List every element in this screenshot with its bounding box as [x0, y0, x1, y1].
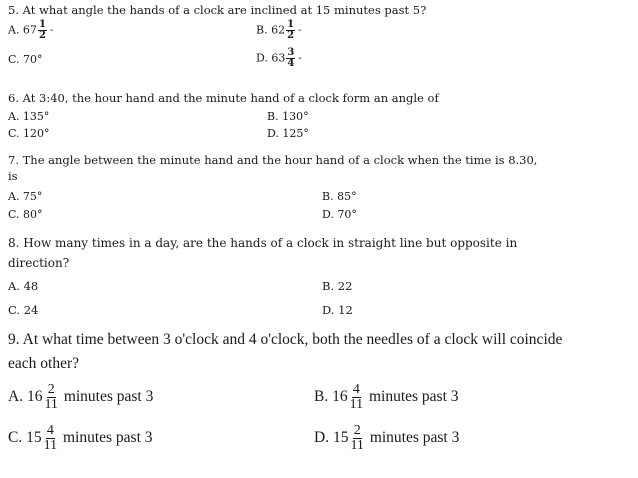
- q5-option-b: [256, 20, 301, 41]
- fraction-numerator: 4: [352, 382, 360, 397]
- q9-option-d: [314, 424, 459, 453]
- q8-option-b: B. 22: [322, 279, 353, 293]
- tick-mark: -: [49, 25, 54, 36]
- q6-option-a: A. 135°: [8, 110, 50, 123]
- question-7-text-line1: 7. The angle between the minute hand and the hour hand of a clock when the time is 8.30,: [8, 153, 538, 167]
- q7-option-d: D. 70°: [322, 208, 357, 221]
- q8-option-a: A. 48: [8, 279, 39, 293]
- fraction-numerator: 2: [47, 382, 55, 397]
- q5-option-a-prefix: A. 67: [8, 23, 37, 37]
- fraction-denominator: 11: [350, 438, 364, 453]
- fraction-denominator: 2: [38, 30, 46, 41]
- question-9-text-line1: 9. At what time between 3 o'clock and 4 o'clock, both the needles of a clock will coincide: [8, 331, 563, 348]
- q9-option-b-prefix: B. 16: [314, 388, 348, 406]
- q9-option-b: [314, 383, 459, 412]
- fraction-denominator: 11: [349, 397, 364, 412]
- q9-option-c-fraction: [43, 424, 58, 453]
- q9-option-d-suffix: minutes past 3: [369, 429, 460, 447]
- fraction-denominator: 11: [43, 438, 58, 453]
- q9-option-b-fraction: [349, 383, 364, 412]
- q5-option-d: [256, 48, 302, 69]
- fraction-numerator: 2: [353, 423, 361, 438]
- question-5-text: 5. At what angle the hands of a clock are inclined at 15 minutes past 5?: [8, 3, 427, 17]
- q5-option-d-fraction: [286, 48, 295, 69]
- q7-option-b: B. 85°: [322, 190, 357, 203]
- q5-option-b-prefix: B. 62: [256, 23, 286, 37]
- q8-option-d: D. 12: [322, 303, 353, 317]
- q9-option-c-prefix: C. 15: [8, 429, 42, 447]
- q9-option-b-suffix: minutes past 3: [368, 388, 459, 406]
- q5-option-a-fraction: [38, 20, 47, 41]
- fraction-denominator: 11: [44, 397, 58, 412]
- fraction-numerator: 4: [46, 423, 54, 438]
- q9-option-a-suffix: minutes past 3: [63, 388, 154, 406]
- q5-option-c: C. 70°: [8, 53, 43, 66]
- q9-option-d-fraction: [349, 424, 364, 453]
- q9-option-a-prefix: A. 16: [8, 388, 43, 406]
- tick-mark: -: [298, 25, 302, 36]
- question-7-text-line2: is: [8, 169, 18, 183]
- q9-option-a: [8, 383, 153, 412]
- q6-option-d: D. 125°: [267, 127, 309, 140]
- q6-option-c: C. 120°: [8, 127, 50, 140]
- q5-option-d-prefix: D. 63: [256, 51, 286, 65]
- fraction-numerator: 3: [287, 47, 295, 58]
- q9-option-c-suffix: minutes past 3: [62, 429, 153, 447]
- fraction-numerator: 1: [287, 19, 295, 30]
- question-8-text-line1: 8. How many times in a day, are the hands of a clock in straight line but opposite in: [8, 236, 518, 250]
- q5-option-a: [8, 20, 53, 41]
- tick-mark: -: [298, 53, 302, 64]
- q6-option-b: B. 130°: [267, 110, 309, 123]
- fraction-denominator: 4: [287, 58, 295, 69]
- q7-option-c: C. 80°: [8, 208, 43, 221]
- question-9-text-line2: each other?: [8, 355, 79, 372]
- q9-option-d-prefix: D. 15: [314, 429, 349, 447]
- question-8-text-line2: direction?: [8, 256, 70, 270]
- q8-option-c: C. 24: [8, 303, 39, 317]
- q9-option-c: [8, 424, 153, 453]
- q5-option-b-fraction: [286, 20, 295, 41]
- q7-option-a: A. 75°: [8, 190, 43, 203]
- fraction-numerator: 1: [38, 19, 46, 30]
- fraction-denominator: 2: [287, 30, 295, 41]
- q9-option-a-fraction: [43, 383, 58, 412]
- question-6-text: 6. At 3:40, the hour hand and the minute hand of a clock form an angle of: [8, 91, 439, 105]
